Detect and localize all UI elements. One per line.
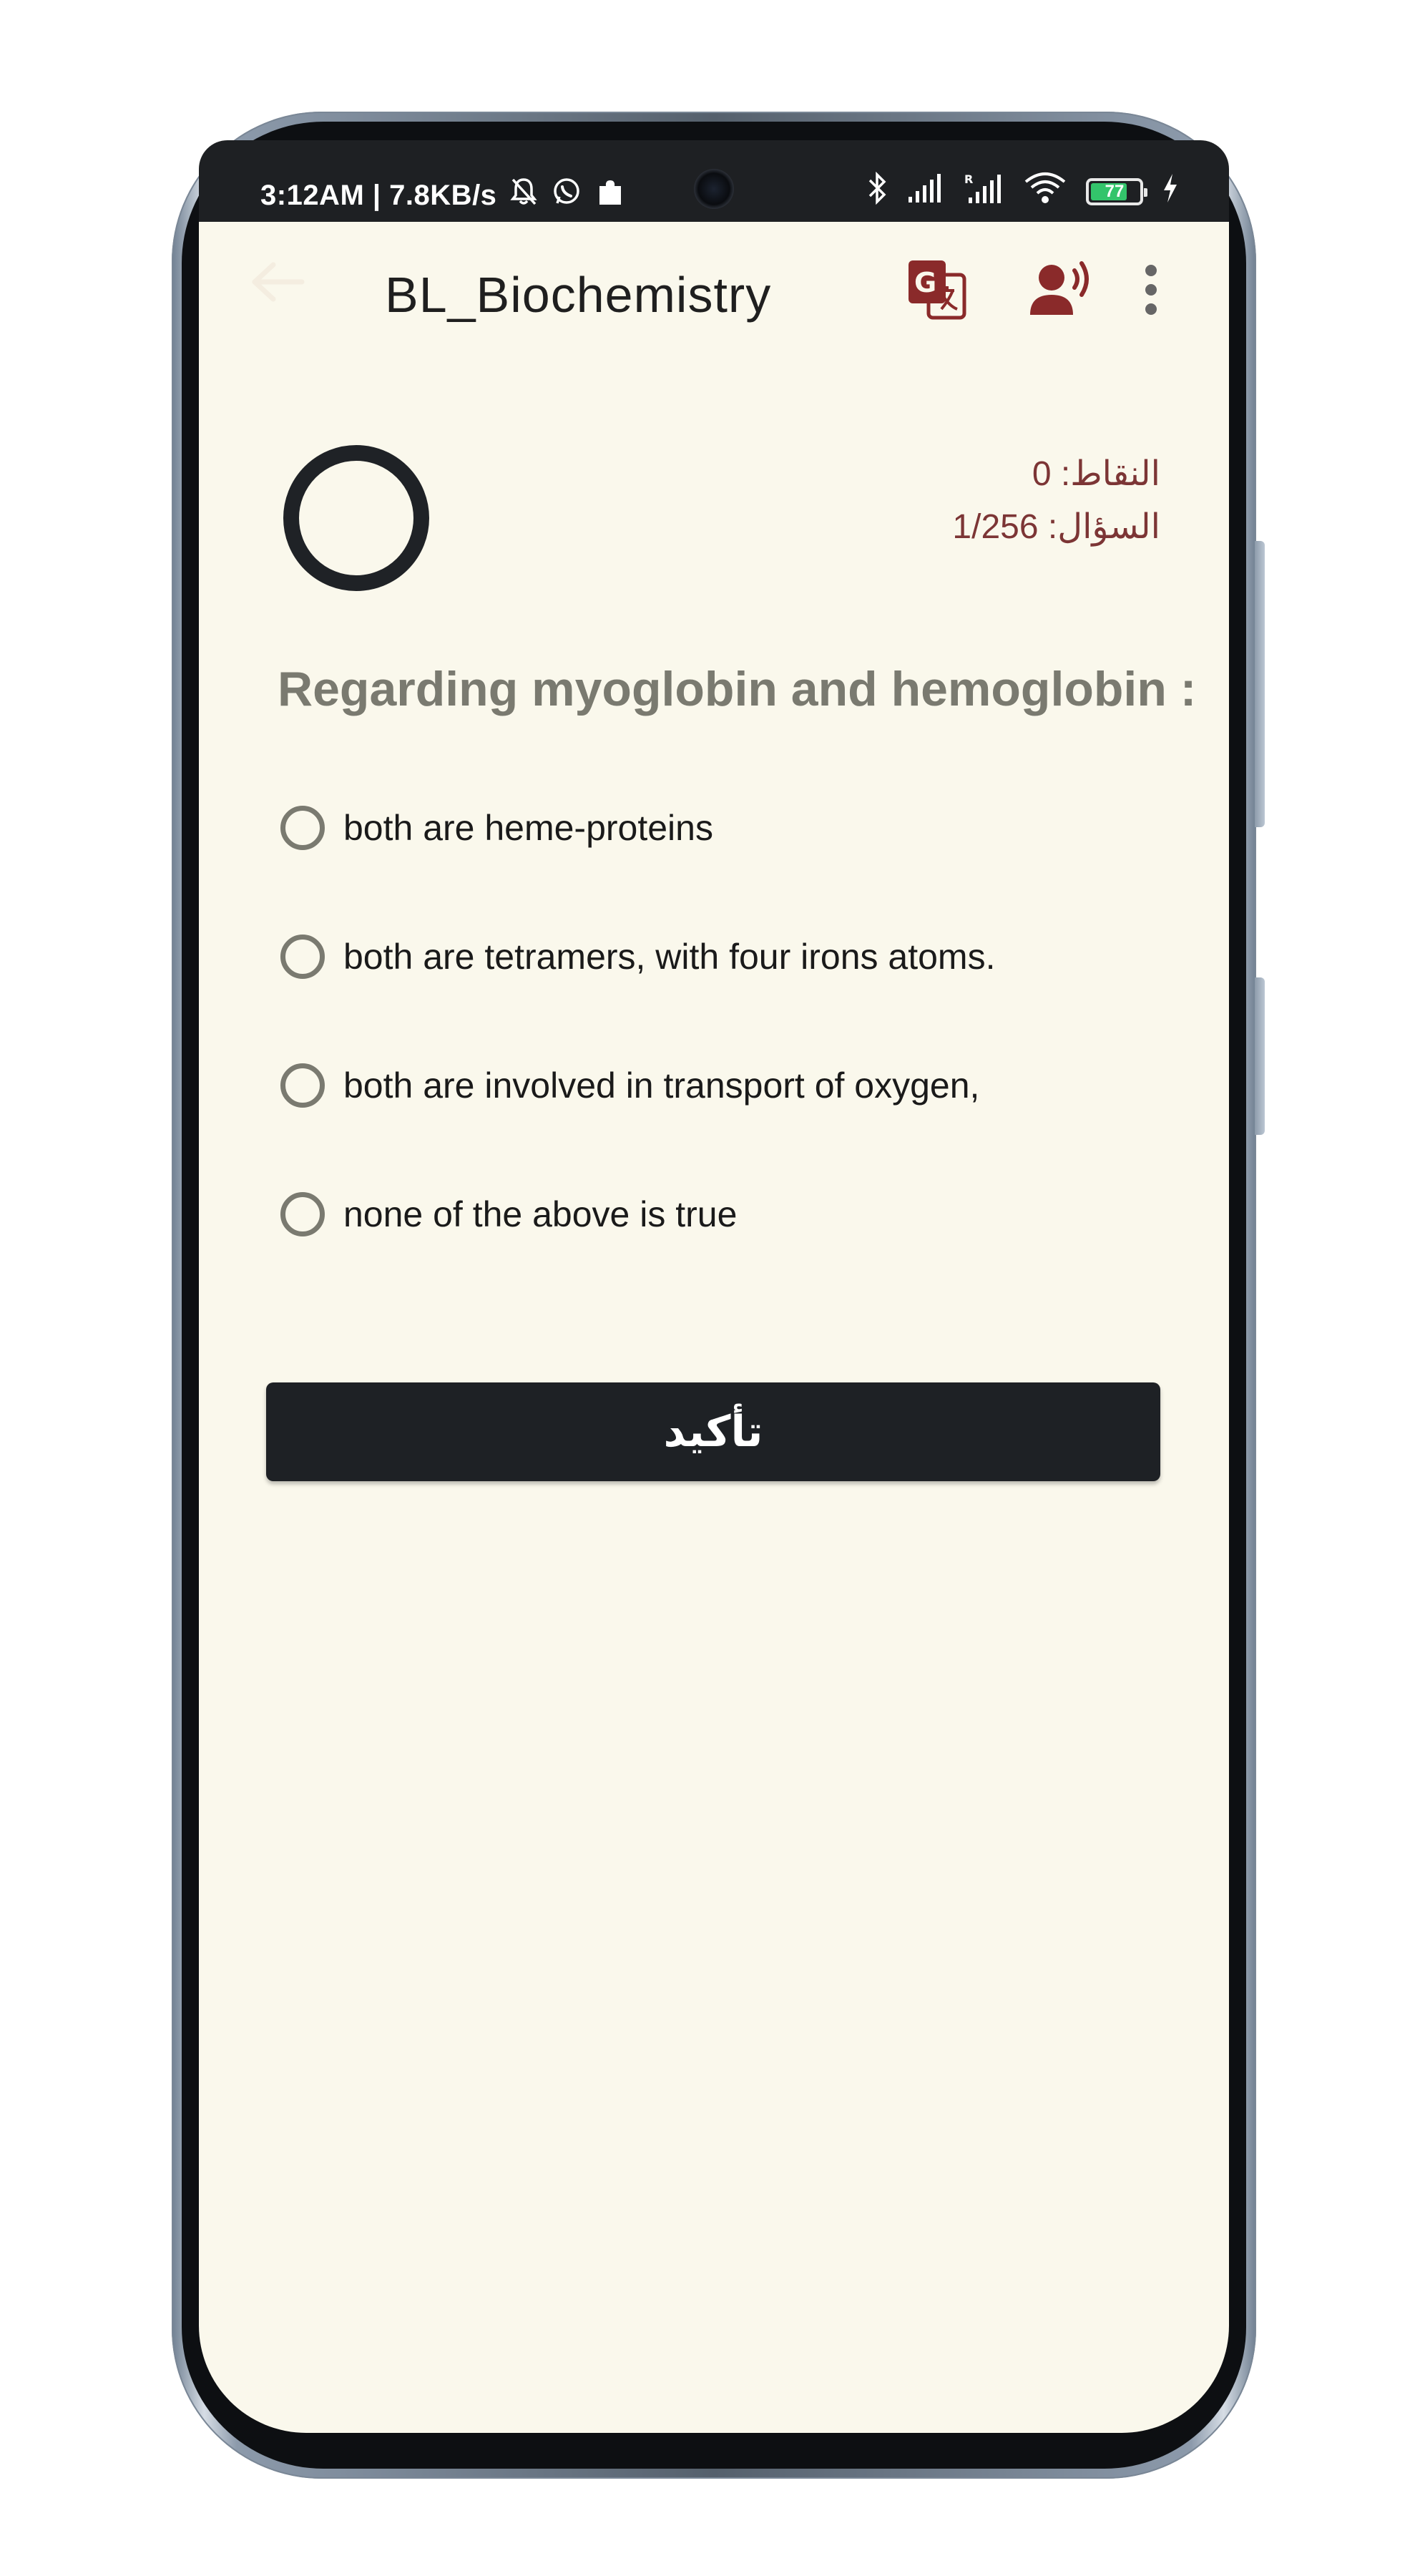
confirm-button[interactable]: تأكيد: [266, 1382, 1160, 1481]
volume-button: [1255, 541, 1265, 827]
status-right: [867, 172, 1179, 212]
timer-ring: [283, 445, 429, 591]
bluetooth-icon: [867, 172, 888, 212]
svg-text:R: R: [964, 172, 974, 186]
option-label: none of the above is true: [343, 1194, 738, 1234]
arrow-left-icon: [249, 260, 306, 303]
radio-button[interactable]: [280, 935, 325, 979]
battery-icon: [1086, 178, 1143, 205]
back-button[interactable]: [242, 253, 313, 311]
bell-muted-icon: [509, 177, 538, 214]
quiz-counter: [952, 448, 1160, 554]
more-options-button[interactable]: [1140, 258, 1162, 322]
radio-button[interactable]: [280, 1192, 325, 1236]
question-counter: السؤال: 1/256: [952, 508, 1160, 546]
screen: [199, 140, 1229, 2433]
battery-cap: [1144, 188, 1147, 197]
speaker-person-icon: [1027, 258, 1096, 322]
answer-option[interactable]: [280, 806, 713, 850]
question-text: Regarding myoglobin and hemoglobin :: [278, 662, 1197, 716]
battery-level: 77: [1105, 182, 1125, 201]
score-text: النقاط: 0: [1032, 455, 1160, 493]
wifi-icon: [1023, 172, 1067, 212]
power-button: [1255, 977, 1265, 1135]
option-label: both are tetramers, with four irons atoms.: [343, 937, 996, 977]
google-translate-icon: [904, 258, 969, 322]
svg-text:G: G: [914, 267, 937, 298]
signal-roaming-icon: [963, 172, 1004, 212]
more-vert-icon: [1140, 258, 1162, 322]
answer-option[interactable]: [280, 1063, 979, 1108]
status-time-speed: 3:12AM | 7.8KB/s: [260, 179, 497, 211]
page-title: BL_Biochemistry: [385, 267, 772, 323]
radio-button[interactable]: [280, 1063, 325, 1108]
puzzle-icon: [595, 176, 625, 215]
option-label: both are heme-proteins: [343, 808, 713, 848]
speak-button[interactable]: [1027, 258, 1096, 322]
answer-option[interactable]: [280, 1192, 737, 1236]
option-label: both are involved in transport of oxygen,: [343, 1065, 980, 1106]
charging-icon: [1162, 172, 1179, 211]
status-bar: [199, 140, 1229, 222]
signal-icon: [907, 172, 944, 211]
translate-button[interactable]: [904, 258, 969, 322]
status-left: [260, 176, 625, 215]
answer-option[interactable]: [280, 935, 995, 979]
app-bar: [199, 222, 1229, 358]
radio-button[interactable]: [280, 806, 325, 850]
whatsapp-icon: [551, 176, 582, 215]
front-camera: [694, 169, 734, 209]
